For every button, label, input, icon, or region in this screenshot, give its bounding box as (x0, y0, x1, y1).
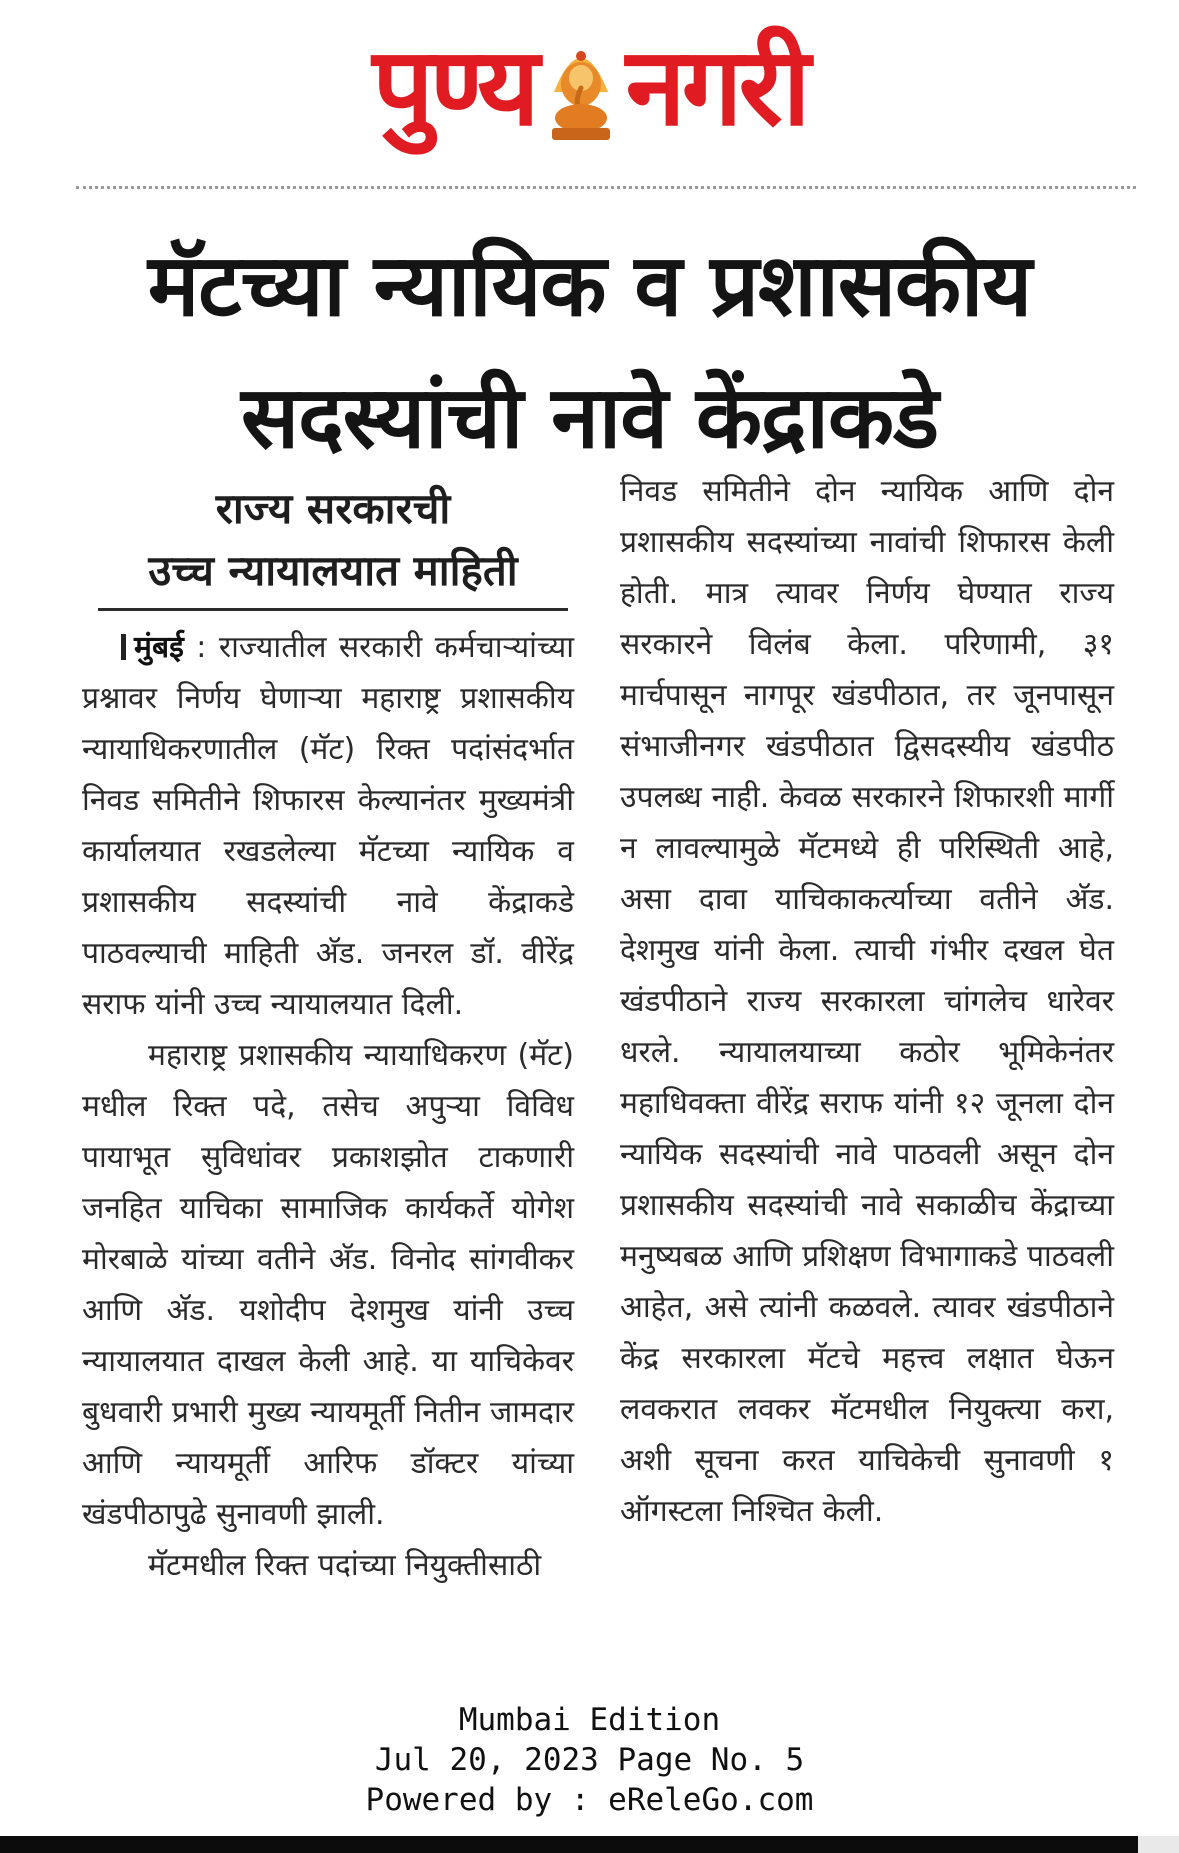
paragraph-1 (82, 622, 574, 1030)
ganesha-logo-icon (544, 32, 618, 144)
dateline-separator: : (183, 630, 219, 665)
edition-date-page: Jul 20, 2023 Page No. 5 (374, 1742, 805, 1778)
bottom-corner (1138, 1836, 1179, 1853)
masthead (0, 18, 1179, 158)
masthead-title-right: नगरी (625, 25, 807, 150)
article-column-left (82, 622, 574, 1591)
subhead-rule (98, 608, 568, 611)
edition-footer (0, 1700, 1179, 1820)
masthead-title-left: पुण्य (372, 25, 536, 150)
article-column-right (620, 466, 1114, 1537)
powered-by: Powered by : eReleGo.com (365, 1782, 814, 1818)
dateline-marker (121, 634, 126, 660)
subhead-line-1: राज्य सरकारची (215, 484, 451, 533)
paragraph-3-start: मॅटमधील रिक्त पदांच्या नियुक्तीसाठी (148, 1548, 542, 1583)
article-headline (40, 220, 1139, 484)
edition-name: Mumbai Edition (458, 1702, 721, 1738)
headline-line-1: मॅटच्या न्यायिक व प्रशासकीय (147, 236, 1032, 336)
headline-line-2: सदस्यांची नावे केंद्राकडे (240, 368, 939, 468)
article-subheadline (98, 478, 568, 602)
bottom-bar (0, 1836, 1138, 1853)
paragraph-1-text: राज्यातील सरकारी कर्मचाऱ्यांच्या प्रश्नावर निर्णय घेणाऱ्या महाराष्ट्र प्रशासकीय न्यायाधिकरणातील (मॅट) रिक्त पदांसंदर्भात निवड समितीने शिफारस केल्यानंतर मुख्यमंत्री कार्यालयात रखडलेल्या मॅटच्या न्यायिक व प्रशासकीय सदस्यांची नावे केंद्राकडे पाठवल्याची माहिती अ‍ॅड. जनरल डॉ. वीरेंद्र सराफ यांनी उच्च न्यायालयात दिली. (82, 630, 574, 1022)
dateline: मुंबई (134, 630, 184, 665)
paragraph-2: महाराष्ट्र प्रशासकीय न्यायाधिकरण (मॅट) मधील रिक्त पदे, तसेच अपुऱ्या विविध पायाभूत सुविधांवर प्रकाशझोत टाकणारी जनहित याचिका सामाजिक कार्यकर्ते योगेश मोरबाळे यांच्या वतीने अ‍ॅड. विनोद सांगवीकर आणि अ‍ॅड. यशोदीप देशमुख यांनी उच्च न्यायालयात दाखल केली आहे. या याचिकेवर बुधवारी प्रभारी मुख्य न्यायमूर्ती नितीन जामदार आणि न्यायमूर्ती आरिफ डॉक्टर यांच्या खंडपीठापुढे सुनावणी झाली. (82, 1038, 574, 1532)
masthead-divider (76, 186, 1136, 189)
subhead-line-2: उच्च न्यायालयात माहिती (148, 546, 518, 595)
paragraph-3-continued: निवड समितीने दोन न्यायिक आणि दोन प्रशासकीय सदस्यांच्या नावांची शिफारस केली होती. मात्र त्यावर निर्णय घेण्यात राज्य सरकारने विलंब केला. परिणामी, ३१ मार्चपासून नागपूर खंडपीठात, तर जूनपासून संभाजीनगर खंडपीठात द्विसदस्यीय खंडपीठ उपलब्ध नाही. केवळ सरकारने शिफारशी मार्गी न लावल्यामुळे मॅटमध्ये ही परिस्थिती आहे, असा दावा याचिकाकर्त्याच्या वतीने अ‍ॅड. देशमुख यांनी केला. त्याची गंभीर दखल घेत खंडपीठाने राज्य सरकारला चांगलेच धारेवर धरले. न्यायालयाच्या कठोर भूमिकेनंतर महाधिवक्ता वीरेंद्र सराफ यांनी १२ जूनला दोन न्यायिक सदस्यांची नावे पाठवली असून दोन प्रशासकीय सदस्यांची नावे सकाळीच केंद्राच्या मनुष्यबळ आणि प्रशिक्षण विभागाकडे पाठवली आहेत, असे त्यांनी कळवले. त्यावर खंडपीठाने केंद्र सरकारला मॅटचे महत्त्व लक्षात घेऊन लवकरात लवकर मॅटमधील नियुक्त्या करा, अशी सूचना करत याचिकेची सुनावणी १ ऑगस्टला निश्चित केली. (620, 474, 1114, 1529)
